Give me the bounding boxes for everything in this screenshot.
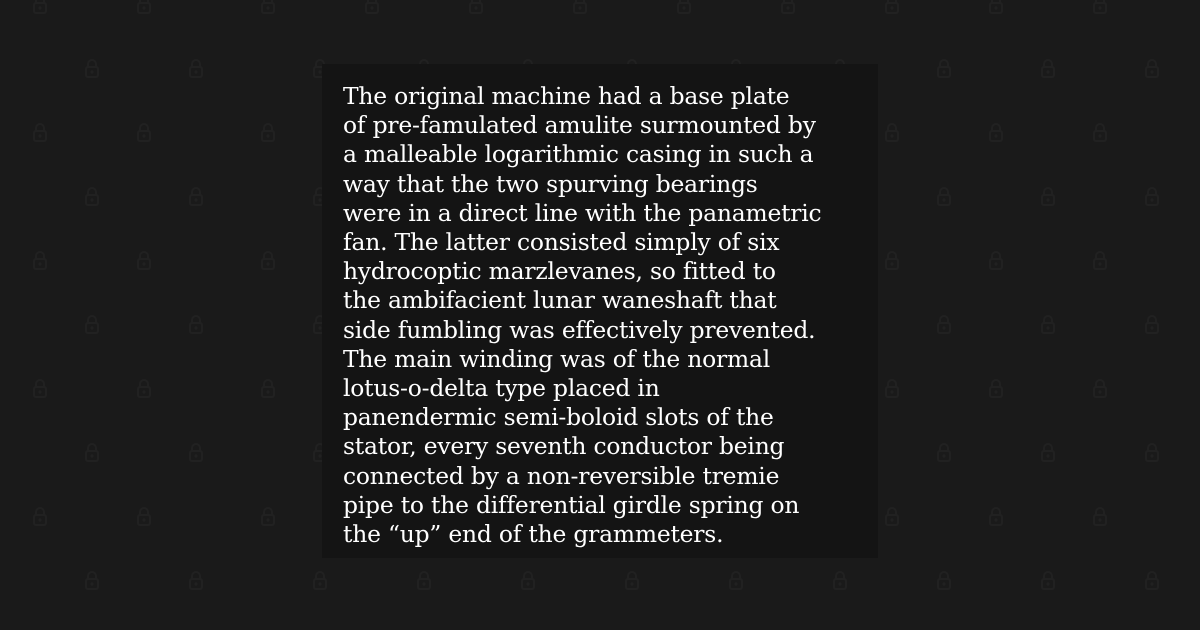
passage-line-13: stator, every seventh conductor being (343, 432, 785, 461)
padlock-icon (936, 314, 952, 334)
padlock-icon (936, 442, 952, 462)
padlock-icon (884, 0, 900, 14)
padlock-icon (32, 506, 48, 526)
padlock-icon (32, 378, 48, 398)
padlock-icon (988, 506, 1004, 526)
padlock-icon (84, 442, 100, 462)
padlock-icon (260, 0, 276, 14)
padlock-icon (1144, 442, 1160, 462)
padlock-icon (1144, 186, 1160, 206)
padlock-icon (188, 442, 204, 462)
padlock-icon (624, 570, 640, 590)
padlock-icon (884, 250, 900, 270)
passage-line-9: side fumbling was effectively prevented. (343, 315, 816, 344)
padlock-icon (1092, 0, 1108, 14)
padlock-icon (884, 506, 900, 526)
passage-text (343, 82, 873, 549)
padlock-icon (84, 314, 100, 334)
padlock-icon (1040, 442, 1056, 462)
padlock-icon (364, 0, 380, 14)
padlock-icon (188, 186, 204, 206)
padlock-icon (32, 122, 48, 142)
padlock-icon (1040, 314, 1056, 334)
padlock-icon (572, 0, 588, 14)
padlock-icon (136, 122, 152, 142)
padlock-icon (1040, 186, 1056, 206)
padlock-icon (188, 570, 204, 590)
padlock-icon (84, 570, 100, 590)
padlock-icon (32, 250, 48, 270)
passage-line-3: a malleable logarithmic casing in such a (343, 140, 814, 169)
passage-line-10: The main winding was of the normal (343, 344, 771, 373)
passage-line-14: connected by a non-reversible tremie (343, 461, 780, 490)
padlock-icon (1040, 58, 1056, 78)
padlock-icon (84, 186, 100, 206)
padlock-icon (1144, 58, 1160, 78)
padlock-icon (936, 186, 952, 206)
padlock-icon (780, 0, 796, 14)
padlock-icon (260, 506, 276, 526)
passage-line-1: The original machine had a base plate (343, 82, 790, 110)
passage-line-7: hydrocoptic marzlevanes, so fitted to (343, 257, 776, 286)
padlock-icon (1092, 378, 1108, 398)
passage-line-12: panendermic semi-boloid slots of the (343, 403, 774, 432)
passage-line-11: lotus-o-delta type placed in (343, 374, 660, 403)
passage-line-4: way that the two spurving bearings (343, 169, 758, 198)
padlock-icon (468, 0, 484, 14)
padlock-icon (32, 0, 48, 14)
padlock-icon (1092, 250, 1108, 270)
passage-line-16: the “up” end of the grammeters. (343, 520, 724, 549)
padlock-icon (188, 58, 204, 78)
padlock-icon (676, 0, 692, 14)
passage-line-5: were in a direct line with the panametric (343, 198, 822, 227)
padlock-icon (136, 0, 152, 14)
padlock-icon (884, 122, 900, 142)
padlock-icon (832, 570, 848, 590)
padlock-icon (988, 0, 1004, 14)
passage-line-15: pipe to the differential girdle spring on (343, 490, 800, 519)
padlock-icon (312, 570, 328, 590)
padlock-icon (988, 378, 1004, 398)
padlock-icon (1040, 570, 1056, 590)
passage-line-8: the ambifacient lunar waneshaft that (343, 286, 777, 315)
padlock-icon (136, 378, 152, 398)
padlock-icon (260, 122, 276, 142)
padlock-icon (520, 570, 536, 590)
padlock-icon (936, 570, 952, 590)
padlock-icon (1144, 570, 1160, 590)
padlock-icon (1092, 122, 1108, 142)
padlock-icon (884, 378, 900, 398)
passage-line-2: of pre-famulated amulite surmounted by (343, 111, 816, 140)
padlock-icon (260, 250, 276, 270)
padlock-icon (136, 506, 152, 526)
padlock-icon (936, 58, 952, 78)
padlock-icon (728, 570, 744, 590)
padlock-icon (1092, 506, 1108, 526)
padlock-icon (188, 314, 204, 334)
padlock-icon (1144, 314, 1160, 334)
padlock-icon (988, 250, 1004, 270)
padlock-icon (260, 378, 276, 398)
padlock-icon (416, 570, 432, 590)
padlock-icon (84, 58, 100, 78)
passage-line-6: fan. The latter consisted simply of six (343, 228, 780, 257)
padlock-icon (136, 250, 152, 270)
padlock-icon (988, 122, 1004, 142)
